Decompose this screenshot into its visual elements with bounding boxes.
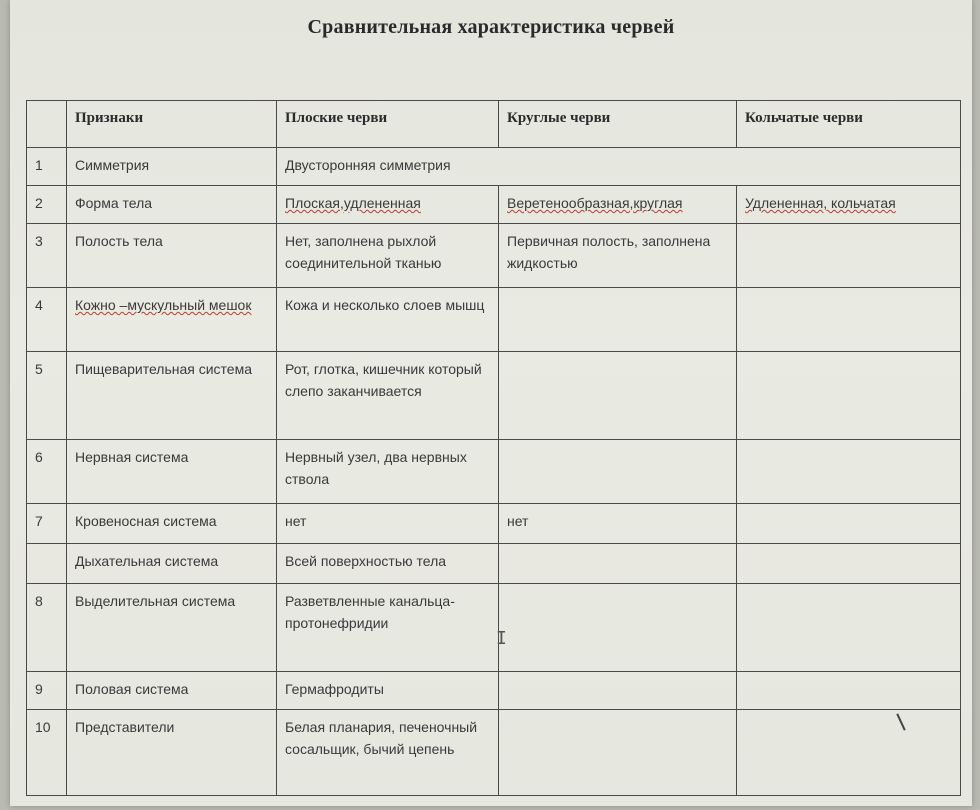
roundworm-cell	[499, 672, 737, 710]
row-number: 4	[27, 288, 67, 352]
table-header-row	[27, 101, 961, 148]
row-feature: Полость тела	[67, 224, 277, 288]
table-row	[27, 288, 961, 352]
header-flatworms: Плоские черви	[277, 101, 499, 148]
table-row	[27, 186, 961, 224]
annelid-text: Удлененная, кольчатая	[745, 195, 896, 211]
table-row	[27, 672, 961, 710]
row-number: 5	[27, 352, 67, 440]
flatworm-cell: Разветвленные канальца-протонефридии	[277, 584, 499, 672]
row-number: 6	[27, 440, 67, 504]
annelid-cell	[737, 584, 961, 672]
annelid-cell	[737, 288, 961, 352]
annelid-cell	[737, 186, 961, 224]
flatworm-cell: Белая планария, печеночный сосальщик, бычий цепень	[277, 710, 499, 796]
row-feature: Дыхательная система	[67, 544, 277, 584]
row-feature: Пищеварительная система	[67, 352, 277, 440]
row-feature: Форма тела	[67, 186, 277, 224]
row-feature	[67, 288, 277, 352]
row-number: 3	[27, 224, 67, 288]
roundworm-cell	[499, 186, 737, 224]
row-feature: Выделительная система	[67, 584, 277, 672]
annelid-cell	[737, 710, 961, 796]
feature-text: Кожно –мускульный мешок	[75, 297, 252, 313]
flatworm-cell: Всей поверхностью тела	[277, 544, 499, 584]
annelid-cell	[737, 440, 961, 504]
roundworm-cell	[499, 352, 737, 440]
flatworm-cell: нет	[277, 504, 499, 544]
flatworm-cell: Нет, заполнена рыхлой соединительной тканью	[277, 224, 499, 288]
annelid-cell	[737, 544, 961, 584]
row-number: 1	[27, 148, 67, 186]
row-number: 10	[27, 710, 67, 796]
row-feature: Половая система	[67, 672, 277, 710]
header-features: Признаки	[67, 101, 277, 148]
roundworm-cell	[499, 584, 737, 672]
document-title: Сравнительная характеристика червей	[307, 16, 675, 38]
row-feature: Представители	[67, 710, 277, 796]
table-row	[27, 440, 961, 504]
table-row	[27, 584, 961, 672]
annelid-cell	[737, 224, 961, 288]
table-row	[27, 224, 961, 288]
table-row	[27, 352, 961, 440]
roundworm-cell	[499, 440, 737, 504]
row-number: 7	[27, 504, 67, 544]
row-number	[27, 544, 67, 584]
roundworm-text: Веретенообразная,круглая	[507, 195, 683, 211]
annelid-cell	[737, 504, 961, 544]
flatworm-text: Плоская,удлененная	[285, 195, 421, 211]
table-row	[27, 148, 961, 186]
header-number	[27, 101, 67, 148]
table-row	[27, 544, 961, 584]
table-row	[27, 504, 961, 544]
header-roundworms: Круглые черви	[499, 101, 737, 148]
flatworm-cell	[277, 186, 499, 224]
row-number: 9	[27, 672, 67, 710]
row-feature: Нервная система	[67, 440, 277, 504]
roundworm-cell: нет	[499, 504, 737, 544]
flatworm-cell: Кожа и несколько слоев мышц	[277, 288, 499, 352]
merged-cell: Двусторонняя симметрия	[277, 148, 961, 186]
roundworm-cell	[499, 710, 737, 796]
row-number: 2	[27, 186, 67, 224]
text-cursor-icon: I	[496, 628, 507, 649]
flatworm-cell: Рот, глотка, кишечник который слепо заканчивается	[277, 352, 499, 440]
flatworm-cell: Гермафродиты	[277, 672, 499, 710]
flatworm-cell: Нервный узел, два нервных ствола	[277, 440, 499, 504]
roundworm-cell	[499, 544, 737, 584]
document-sheet	[10, 0, 972, 806]
roundworm-cell	[499, 288, 737, 352]
table-row	[27, 710, 961, 796]
comparison-table	[26, 100, 961, 796]
header-annelids: Кольчатые черви	[737, 101, 961, 148]
annelid-cell	[737, 672, 961, 710]
annelid-cell	[737, 352, 961, 440]
row-number: 8	[27, 584, 67, 672]
roundworm-cell: Первичная полость, заполнена жидкостью	[499, 224, 737, 288]
row-feature: Симметрия	[67, 148, 277, 186]
row-feature: Кровеносная система	[67, 504, 277, 544]
